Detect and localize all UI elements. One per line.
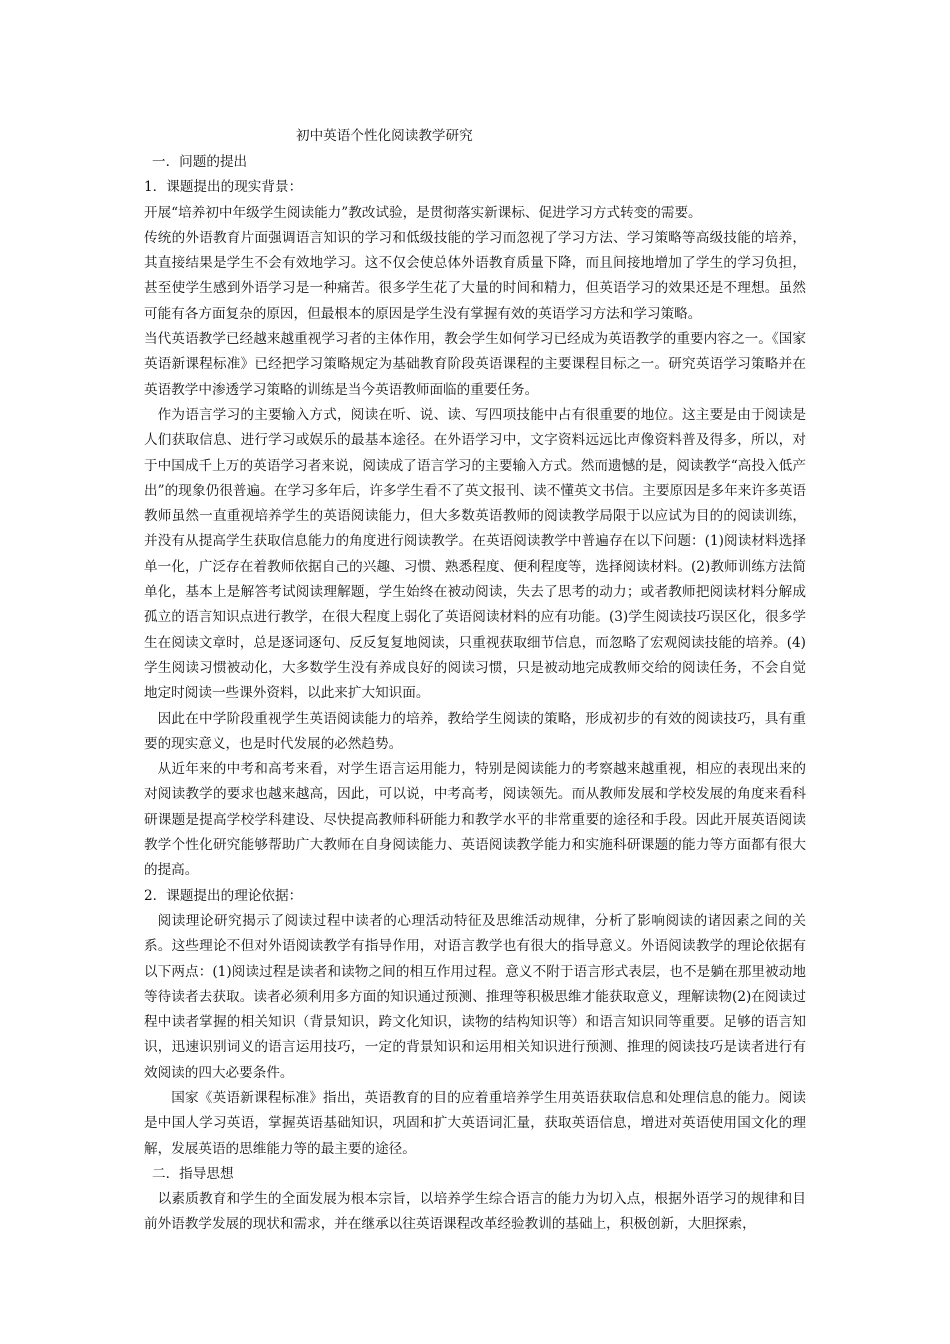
- subsection-heading-1: 1．课题提出的现实背景：: [144, 179, 303, 196]
- paragraph-9: 以素质教育和学生的全面发展为根本宗旨，以培养学生综合语言的能力为切入点，根据外语学习的规律和目前外语教学发展的现状和需求，并在继承以往英语课程改革经验教训的基础上，积极创新，大胆探索，: [144, 1191, 806, 1233]
- paragraph-5: 因此在中学阶段重视学生英语阅读能力的培养，教给学生阅读的策略，形成初步的有效的阅读技巧，具有重要的现实意义，也是时代发展的必然趋势。: [144, 710, 806, 752]
- subsection-heading-2: 2．课题提出的理论依据：: [144, 887, 303, 904]
- paragraph-1: 开展“培养初中年级学生阅读能力”教改试验，是贯彻落实新课标、促进学习方式转变的需要。: [144, 204, 702, 221]
- paragraph-8: 国家《英语新课程标准》指出，英语教育的目的应着重培养学生用英语获取信息和处理信息的能力。阅读是中国人学习英语，掌握英语基础知识，巩固和扩大英语词汇量，获取英语信息，增进对英语使用国文化的理解，发展英语的思维能力等的最主要的途径。: [144, 1089, 806, 1157]
- section-heading-2: 二．指导思想: [152, 1165, 234, 1182]
- document-body: [144, 150, 806, 1238]
- paragraph-7: 阅读理论研究揭示了阅读过程中读者的心理活动特征及思维活动规律，分析了影响阅读的诸因素之间的关系。这些理论不但对外语阅读教学有指导作用，对语言教学也有很大的指导意义。外语阅读教学的理论依据有以下两点：(1)阅读过程是读者和读物之间的相互作用过程。意义不附于语言形式表层，也不是躺在那里被动地等待读者去获取。读者必须利用多方面的知识通过预测、推理等积极思维才能获取意义，理解读物(2)在阅读过程中读者掌握的相关知识（背景知识，跨文化知识，读物的结构知识等）和语言知识同等重要。足够的语言知识，迅速识别词义的语言运用技巧，一定的背景知识和运用相关知识进行预测、推理的阅读技巧是读者进行有效阅读的四大必要条件。: [144, 912, 806, 1081]
- section-heading-1: 一．问题的提出: [152, 154, 248, 170]
- paragraph-2: 传统的外语教育片面强调语言知识的学习和低级技能的学习而忽视了学习方法、学习策略等高级技能的培养，其直接结果是学生不会有效地学习。这不仅会使总体外语教育质量下降，而且间接地增加了学生的学习负担，甚至使学生感到外语学习是一种痛苦。很多学生花了大量的时间和精力，但英语学习的效果还是不理想。虽然可能有各方面复杂的原因，但最根本的原因是学生没有掌握有效的英语学习方法和学习策略。: [144, 229, 806, 322]
- paragraph-3: 当代英语教学已经越来越重视学习者的主体作用，教会学生如何学习已经成为英语教学的重要内容之一。《国家英语新课程标准》已经把学习策略规定为基础教育阶段英语课程的主要课程目标之一。研究英语学习策略并在英语教学中渗透学习策略的训练是当今英语教师面临的重要任务。: [144, 331, 806, 398]
- paragraph-4: 作为语言学习的主要输入方式，阅读在听、说、读、写四项技能中占有很重要的地位。这主要是由于阅读是人们获取信息、进行学习或娱乐的最基本途径。在外语学习中，文字资料远远比声像资料普及得多，所以，对于中国成千上万的英语学习者来说，阅读成了语言学习的主要输入方式。然而遗憾的是，阅读教学“高投入低产出”的现象仍很普遍。在学习多年后，许多学生看不了英文报刊、读不懂英文书信。主要原因是多年来许多英语教师虽然一直重视培养学生的英语阅读能力，但大多数英语教师的阅读教学局限于以应试为目的的阅读训练，并没有从提高学生获取信息能力的角度进行阅读教学。在英语阅读教学中普遍存在以下问题：(1)阅读材料选择单一化，广泛存在着教师依据自己的兴趣、习惯、熟悉程度、便利程度等，选择阅读材料。(2)教师训练方法简单化，基本上是解答考试阅读理解题，学生始终在被动阅读，失去了思考的动力；或者教师把阅读材料分解成孤立的语言知识点进行教学，在很大程度上弱化了英语阅读材料的应有功能。(3)学生阅读技巧误区化，很多学生在阅读文章时，总是逐词逐句、反反复复地阅读，只重视获取细节信息，而忽略了宏观阅读技能的培养。(4)学生阅读习惯被动化，大多数学生没有养成良好的阅读习惯，只是被动地完成教师交给的阅读任务，不会自觉地定时阅读一些课外资料，以此来扩大知识面。: [144, 406, 806, 702]
- paragraph-6: 从近年来的中考和高考来看，对学生语言运用能力，特别是阅读能力的考察越来越重视，相应的表现出来的对阅读教学的要求也越来越高，因此，可以说，中考高考，阅读领先。而从教师发展和学校发展的角度来看科研课题是提高学校学科建设、尽快提高教师科研能力和教学水平的非常重要的途径和手段。因此开展英语阅读教学个性化研究能够帮助广大教师在自身阅读能力、英语阅读教学能力和实施科研课题的能力等方面都有很大的提高。: [144, 761, 806, 879]
- document-title: 初中英语个性化阅读教学研究: [296, 128, 473, 144]
